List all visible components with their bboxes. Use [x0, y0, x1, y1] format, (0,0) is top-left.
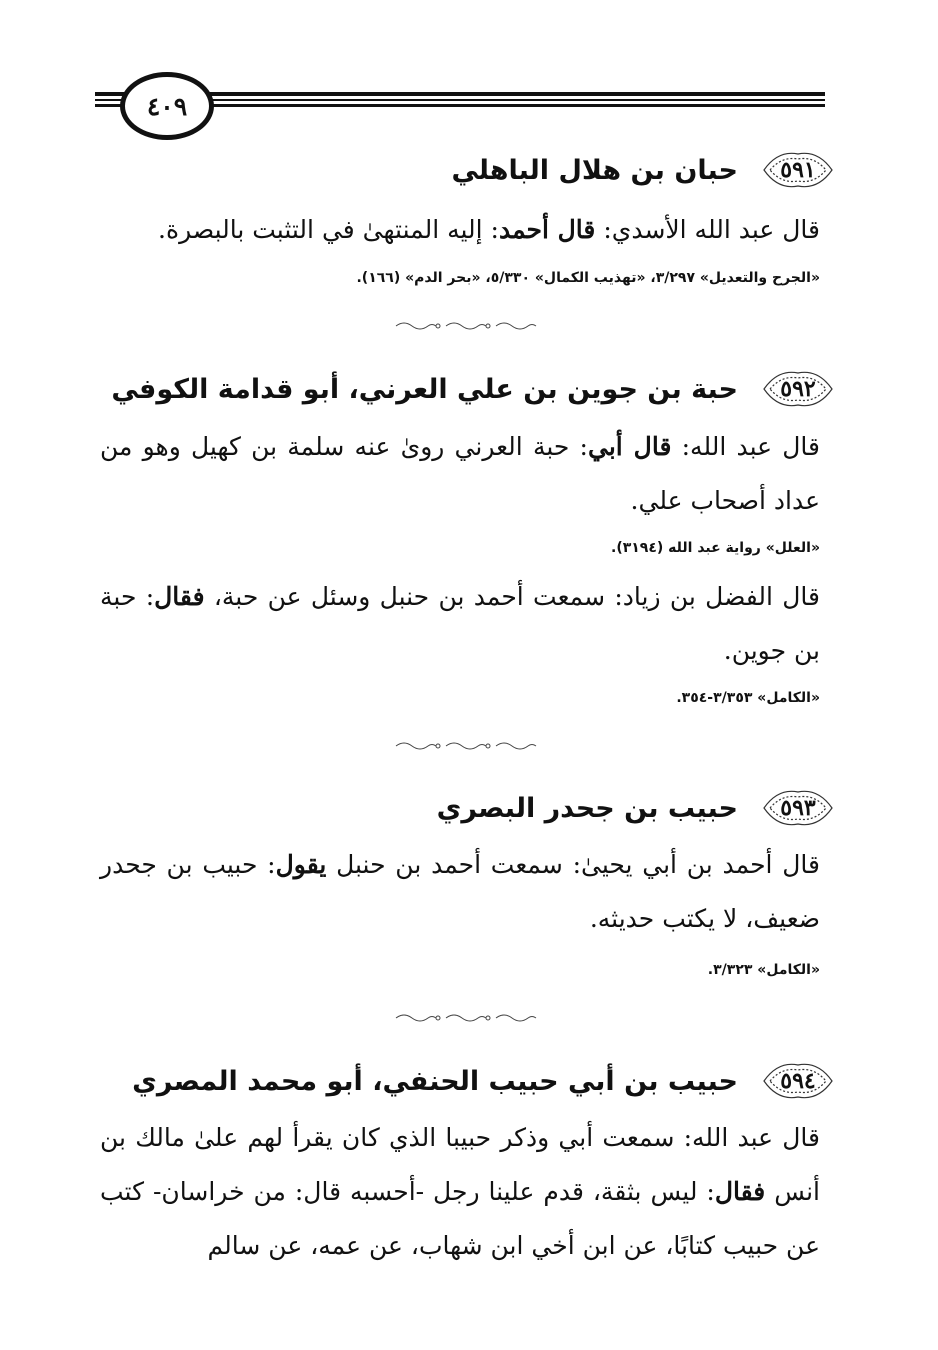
- entry-number-badge: [758, 148, 838, 192]
- entry-paragraph: [100, 203, 820, 257]
- paragraph-bold-text: فقال: [154, 582, 205, 611]
- entry-number-badge: [758, 1059, 838, 1103]
- entry-number: ٥٩٢: [780, 376, 816, 402]
- divider-ornament: [392, 1012, 542, 1024]
- entry-number-badge: [758, 786, 838, 830]
- entry-title: حبيب بن جحدر البصري: [436, 792, 738, 824]
- entry-heading: [437, 783, 838, 833]
- source-citation: «العلل» رواية عبد الله (٣١٩٤).: [611, 540, 820, 556]
- entry-paragraph: [100, 420, 820, 528]
- entry-paragraph: [100, 1111, 820, 1273]
- divider-ornament: [392, 740, 542, 752]
- paragraph-text: قال عبد الله:: [671, 432, 821, 461]
- entry-heading: [111, 364, 838, 414]
- entry-paragraph: [100, 570, 820, 678]
- paragraph-bold-text: قال أحمد: [498, 215, 596, 244]
- paragraph-bold-text: فقال: [714, 1177, 766, 1206]
- paragraph-text: قال أحمد بن أبي يحيىٰ: سمعت أحمد بن حنبل: [326, 850, 820, 879]
- entry-heading: [451, 145, 838, 195]
- paragraph-text: : إليه المنتهىٰ في التثبت بالبصرة.: [158, 215, 499, 244]
- source-citation: «الكامل» ٣/٣٢٣.: [707, 962, 820, 978]
- divider-ornament: [392, 320, 542, 332]
- entry-title: حبان بن هلال الباهلي: [451, 154, 738, 186]
- paragraph-text: : حبة العرني روىٰ عنه سلمة بن كهيل وهو من عداد أصحاب علي.: [100, 432, 820, 515]
- entry-heading: [132, 1056, 838, 1106]
- paragraph-text: : ليس بثقة، قدم علينا رجل -أحسبه قال: من خراسان- كتب عن حبيب كتابًا، عن ابن أخي ابن شهاب، عن عمه، عن سالم: [100, 1177, 820, 1260]
- entry-number: ٥٩٤: [780, 1068, 816, 1094]
- paragraph-bold-text: يقول: [275, 850, 327, 879]
- source-citation: «الكامل» ٣/٣٥٣-٣٥٤.: [676, 690, 820, 706]
- paragraph-text: قال الفضل بن زياد: سمعت أحمد بن حنبل وسئل عن حبة،: [204, 582, 820, 611]
- entry-number: ٥٩٣: [780, 795, 816, 821]
- entry-title: حبيب بن أبي حبيب الحنفي، أبو محمد المصري: [132, 1065, 738, 1097]
- page-number: ٤٠٩: [120, 72, 214, 140]
- entry-number-badge: [758, 367, 838, 411]
- entry-number: ٥٩١: [780, 157, 816, 183]
- paragraph-text: : حبيب بن جحدر ضعيف، لا يكتب حديثه.: [100, 850, 820, 933]
- paragraph-bold-text: قال أبي: [587, 432, 672, 461]
- paragraph-text: قال عبد الله: سمعت أبي وذكر حبيبا الذي كان يقرأ لهم علىٰ مالك بن أنس: [100, 1123, 820, 1206]
- entry-title: حبة بن جوين بن علي العرني، أبو قدامة الكوفي: [111, 373, 738, 405]
- source-citation: «الجرح والتعديل» ٣/٢٩٧، «تهذيب الكمال» ٥/٣٣٠، «بحر الدم» (١٦٦).: [356, 270, 820, 286]
- paragraph-text: قال عبد الله الأسدي:: [595, 215, 820, 244]
- entry-paragraph: [100, 838, 820, 946]
- paragraph-text: : حبة بن جوين.: [100, 582, 820, 665]
